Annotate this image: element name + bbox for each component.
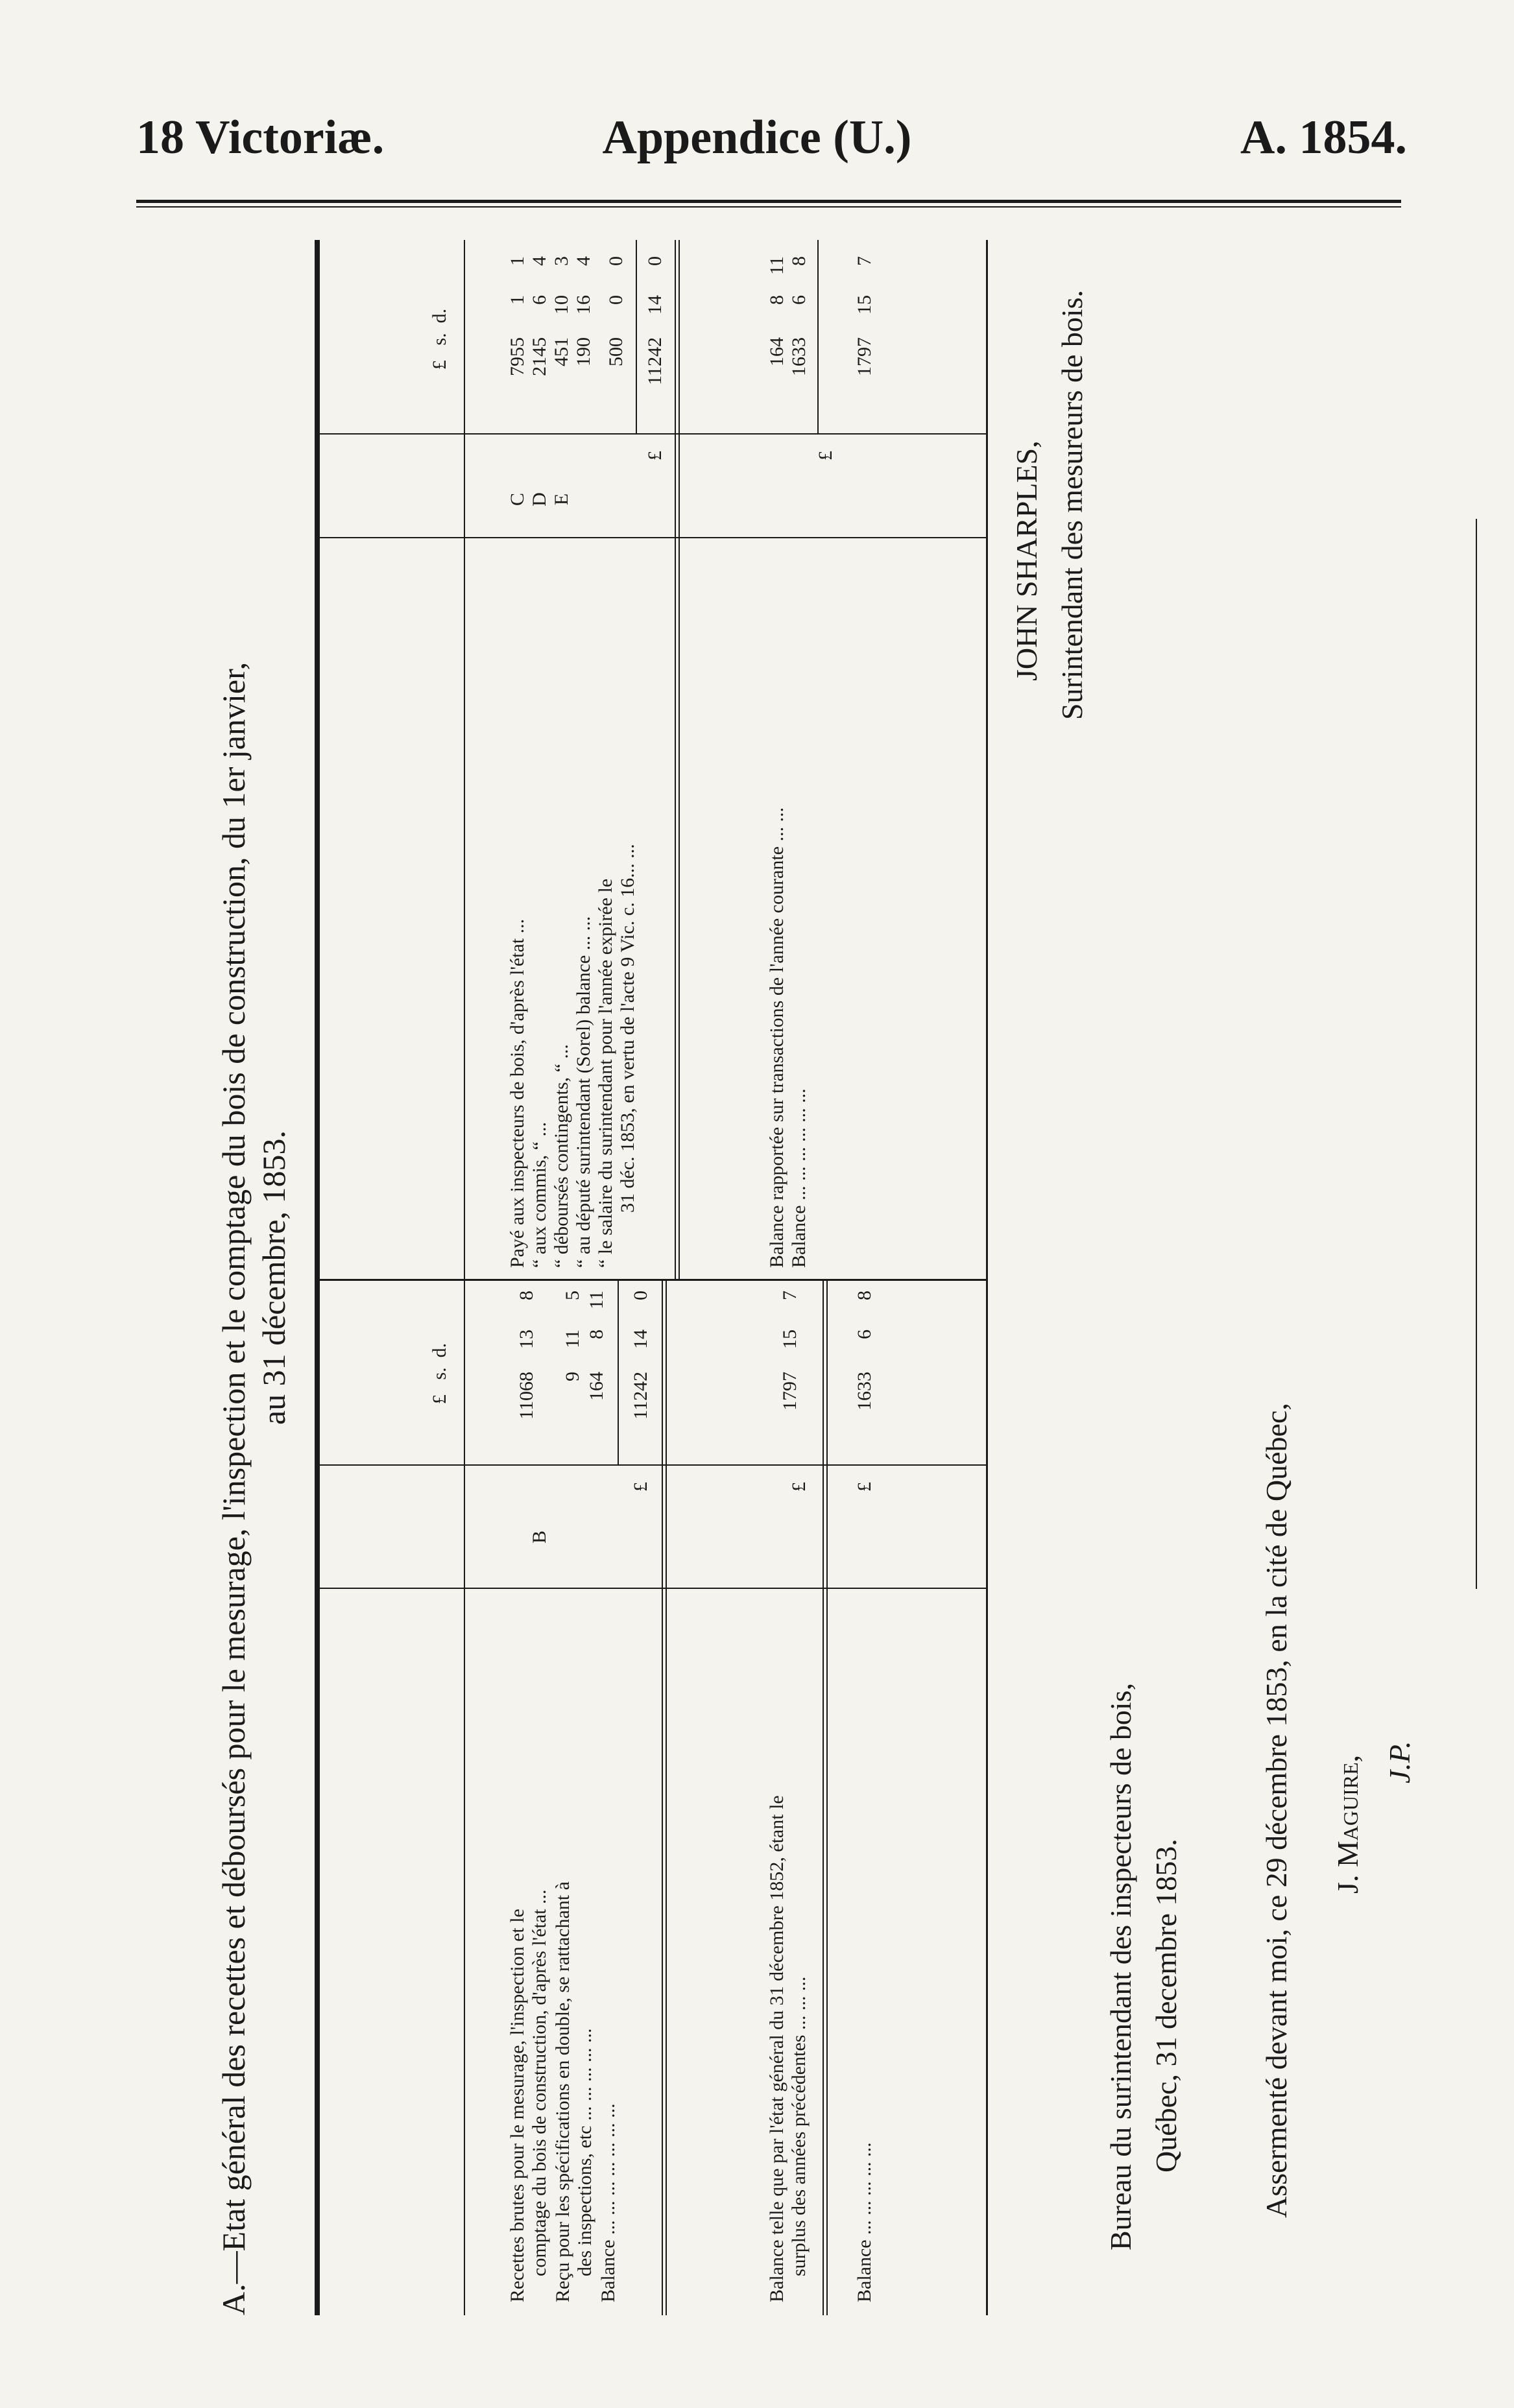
left-final-currency: £ [854,1482,875,1492]
left-section-rule-double [666,1281,667,2315]
payment-2-shillings: 6 [529,295,550,305]
receipt-3-pounds: 164 [586,1372,607,1401]
right-section-rule [675,240,676,1279]
oath-line: Assermenté devant moi, ce 29 décembre 1853, en la cité de Québec, [1260,1403,1293,2218]
left-balance-currency: £ [788,1482,810,1492]
left-final-pence: 8 [854,1291,875,1300]
payment-5-line1: “ le salaire du surintendant pour l'année expirée le [595,878,616,1268]
receipt-3-line: Balance ... ... ... ... ... ... ... [597,2103,619,2302]
right-section-rule-double [679,240,680,1279]
right-total-currency: £ [644,451,666,460]
right-amount-divider [315,433,986,435]
payment-5-shillings: 0 [605,295,627,305]
right-text-amount-divider [315,537,986,538]
left-final-shillings: 6 [854,1329,875,1339]
jp-signer: J. Maguire, [1331,1754,1364,1894]
right-balance-2-pounds: 1633 [788,337,810,376]
receipt-1-pounds: 11068 [516,1372,537,1420]
right-balance-1-pence: 11 [766,256,787,275]
left-balance-pounds: 1797 [779,1372,800,1411]
right-balance-2-label: Balance ... ... ... ... ... ... [788,1088,810,1268]
receipt-1-line2: comptage du bois de construction, d'après l'état ... [529,1889,550,2276]
payment-4-line: “ au député surintendant (Sorel) balance ... ... [573,916,594,1268]
right-balance-1-pounds: 164 [766,337,787,366]
left-balance-line2: surplus des années précédentes ... ... ... [788,1976,810,2276]
table-bottom-rule [986,240,988,2315]
right-balance-2-shillings: 6 [788,295,810,305]
left-section-rule [662,1281,663,2315]
left-amount-header: £ s. d. [429,1342,450,1405]
payment-3-shillings: 10 [551,295,572,315]
page-header [0,0,1514,214]
payment-2-pence: 4 [529,256,550,266]
office-line2: Québec, 31 decembre 1853. [1149,1839,1183,2173]
payment-3-pence: 3 [551,256,572,266]
left-total-pence: 0 [630,1291,651,1300]
receipt-3-pence: 11 [586,1291,607,1309]
receipt-2-shillings: 11 [562,1329,583,1348]
payment-2-line: “ aux commis, “ ... [529,1122,550,1268]
payment-3-line: “ déboursés contingents, “ ... [551,1044,572,1268]
payment-4-shillings: 16 [573,295,594,315]
payment-5-line2: 31 déc. 1853, en vertu de l'acte 9 Vic. c. 16... ... [617,844,638,1213]
statement-title: A.—Etat général des recettes et déboursés pour le mesurage, l'inspection et le comptage du bois de construction, du 1er janvier, [215,662,252,2315]
payment-1-pounds: 7955 [507,337,528,376]
header-session: 18 Victoriæ. [136,111,385,164]
left-total-shillings: 14 [630,1329,651,1349]
payment-3-ref: E [551,493,572,506]
jp-title: J.P. [1383,1741,1416,1783]
left-balance-rule [823,1281,824,2315]
payment-5-pounds: 500 [605,337,627,366]
payment-4-pounds: 190 [573,337,594,366]
payment-1-shillings: 1 [507,295,528,305]
payment-4-pence: 4 [573,256,594,266]
left-text-amount-divider [315,1588,986,1589]
header-appendix: Appendice (U.) [602,111,912,164]
left-amount-divider [315,1464,986,1466]
right-balance-total-currency: £ [815,451,836,460]
right-total-pence: 0 [644,256,666,266]
payment-1-pence: 1 [507,256,528,266]
left-balance-shillings: 15 [779,1329,800,1349]
receipt-2-line1: Reçu pour les spécifications en double, se rattachant à [552,1881,573,2302]
receipt-1-line1: Recettes brutes pour le mesurage, l'inspection et le [507,1909,528,2302]
header-year: A. 1854. [1240,111,1407,164]
right-total-shillings: 14 [644,295,666,315]
right-balance-total-shillings: 15 [854,295,875,315]
payment-3-pounds: 451 [551,337,572,366]
left-final-balance-label: Balance ... ... ... ... ... [854,2142,875,2302]
right-total-rule [636,240,637,435]
receipt-3-shillings: 8 [586,1329,607,1339]
right-balance-total-pounds: 1797 [854,337,875,376]
payment-5-pence: 0 [605,256,627,266]
left-final-pounds: 1633 [854,1372,875,1411]
left-total-currency: £ [630,1482,651,1492]
receipt-1-ref: B [529,1531,550,1544]
right-balance-2-pence: 8 [788,256,810,266]
receipt-2-pence: 5 [562,1291,583,1300]
office-line1: Bureau du surintendant des inspecteurs de bois, [1104,1682,1137,2250]
receipt-2-pounds: 9 [562,1372,583,1381]
left-balance-line1: Balance telle que par l'état général du 31 décembre 1852, étant le [766,1795,787,2302]
receipt-1-pence: 8 [516,1291,537,1300]
left-balance-pence: 7 [779,1291,800,1300]
right-balance-1-label: Balance rapportée sur transactions de l'année courante ... ... [766,807,787,1268]
margin-rule [1476,519,1477,1589]
table-header-rule [464,240,465,2315]
left-total-pounds: 11242 [630,1372,651,1420]
header-rule [136,200,1401,203]
right-amount-header: £ s. d. [429,308,450,370]
statement-title-line2: au 31 décembre, 1853. [256,1130,292,1425]
rotated-statement [208,240,1505,2315]
right-balance-total-rule [817,240,819,435]
header-rule-thin [136,206,1401,208]
payment-2-ref: D [529,492,550,507]
right-total-pounds: 11242 [644,337,666,385]
left-total-rule [618,1281,619,1466]
table-top-rule [315,240,320,2315]
superintendent-title: Surintendant des mesureurs de bois. [1055,289,1088,720]
superintendent-name: JOHN SHARPLES, [1010,440,1043,681]
receipt-2-line2: des inspections, etc ... ... ... ... ... [574,2028,595,2276]
table-center-divider [315,1279,986,1281]
receipt-1-shillings: 13 [516,1329,537,1349]
right-balance-total-pence: 7 [854,256,875,266]
payment-1-ref: C [507,493,528,507]
payment-1-line: Payé aux inspecteurs de bois, d'après l'état ... [507,918,528,1268]
right-balance-1-shillings: 8 [766,295,787,305]
payment-2-pounds: 2145 [529,337,550,376]
left-balance-rule-double [826,1281,828,2315]
